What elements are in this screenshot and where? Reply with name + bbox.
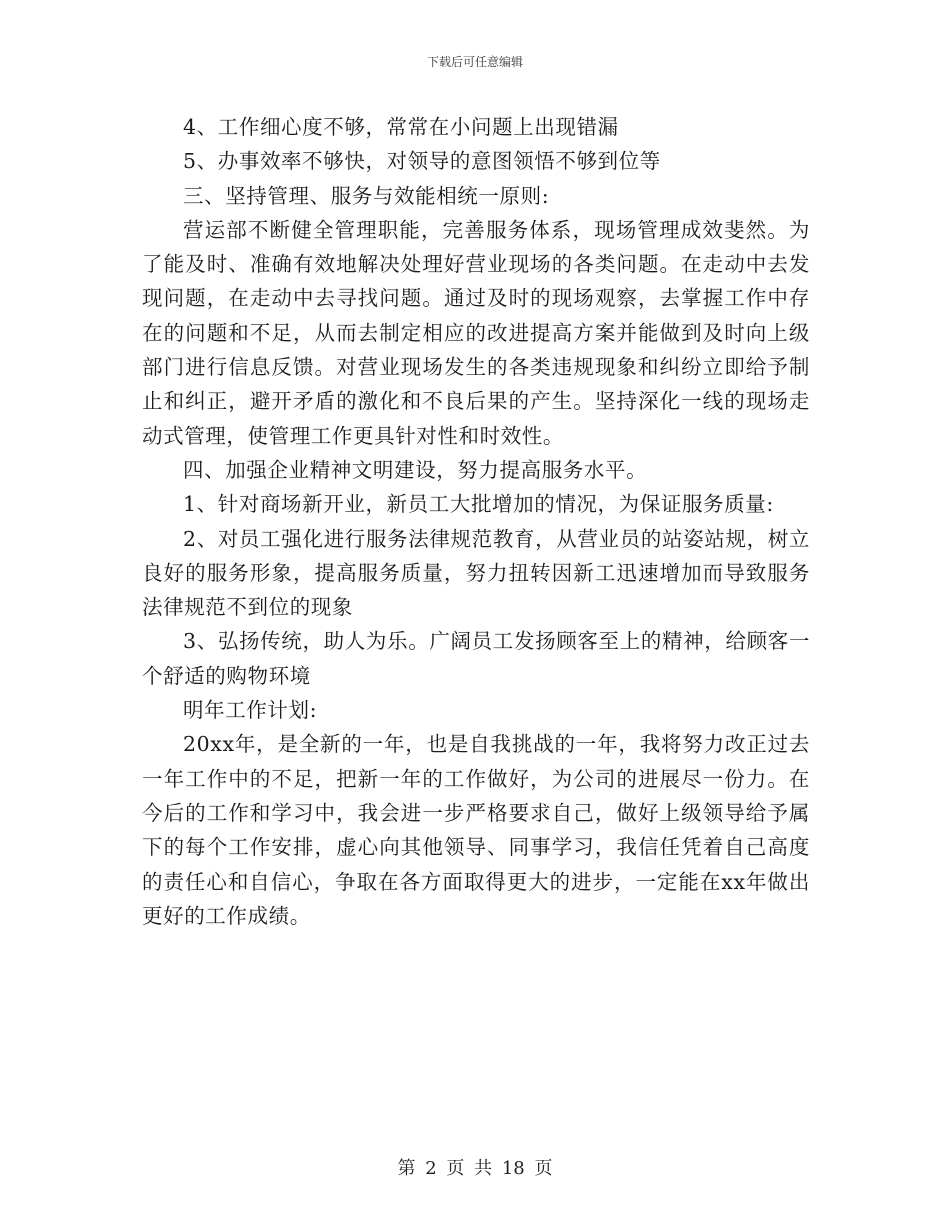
paragraph-point-2: 2、对员工强化进行服务法律规范教育，从营业员的站姿站规，树立良好的服务形象，提高服务质量，努力扭转因新工迅速增加而导致服务法律规范不到位的现象: [142, 526, 810, 620]
paragraph-point-1: 1、针对商场新开业，新员工大批增加的情况，为保证服务质量:: [183, 492, 774, 517]
section-heading-4: 四、加强企业精神文明建设，努力提高服务水平。: [183, 457, 648, 482]
section-heading-3: 三、坚持管理、服务与效能相统一原则:: [183, 183, 550, 208]
paragraph-item-5: 5、办事效率不够快，对领导的意图领悟不够到位等: [183, 149, 661, 174]
paragraph-operations: 营运部不断健全管理职能，完善服务体系，现场管理成效斐然。为了能及时、准确有效地解决处理好营业现场的各类问题。在走动中去发现问题，在走动中去寻找问题。通过及时的现场观察，去掌握工作中存在的问题和不足，从而去制定相应的改进提高方案并能做到及时向上级部门进行信息反馈。对营业现场发生的各类违规现象和纠纷立即给予制止和纠正，避开矛盾的激化和不良后果的产生。坚持深化一线的现场走动式管理，使管理工作更具针对性和时效性。: [142, 217, 810, 448]
paragraph-point-3: 3、弘扬传统，助人为乐。广阔员工发扬顾客至上的精神，给顾客一个舒适的购物环境: [142, 629, 810, 688]
paragraph-plan: 20xx年，是全新的一年，也是自我挑战的一年，我将努力改正过去一年工作中的不足，把新一年的工作做好，为公司的进展尽一份力。在今后的工作和学习中，我会进一步严格要求自己，做好上级领导给予属下的每个工作安排，虚心向其他领导、同事学习，我信任凭着自己高度的责任心和自信心，争取在各方面取得更大的进步，一定能在xx年做出更好的工作成绩。: [142, 732, 810, 928]
header-note: 下载后可任意编辑: [426, 55, 523, 69]
paragraph-item-4: 4、工作细心度不够，常常在小问题上出现错漏: [183, 115, 619, 139]
page-number: 第 2 页 共 18 页: [397, 1158, 553, 1179]
section-heading-plan: 明年工作计划:: [183, 698, 318, 723]
document-body: [142, 110, 810, 933]
